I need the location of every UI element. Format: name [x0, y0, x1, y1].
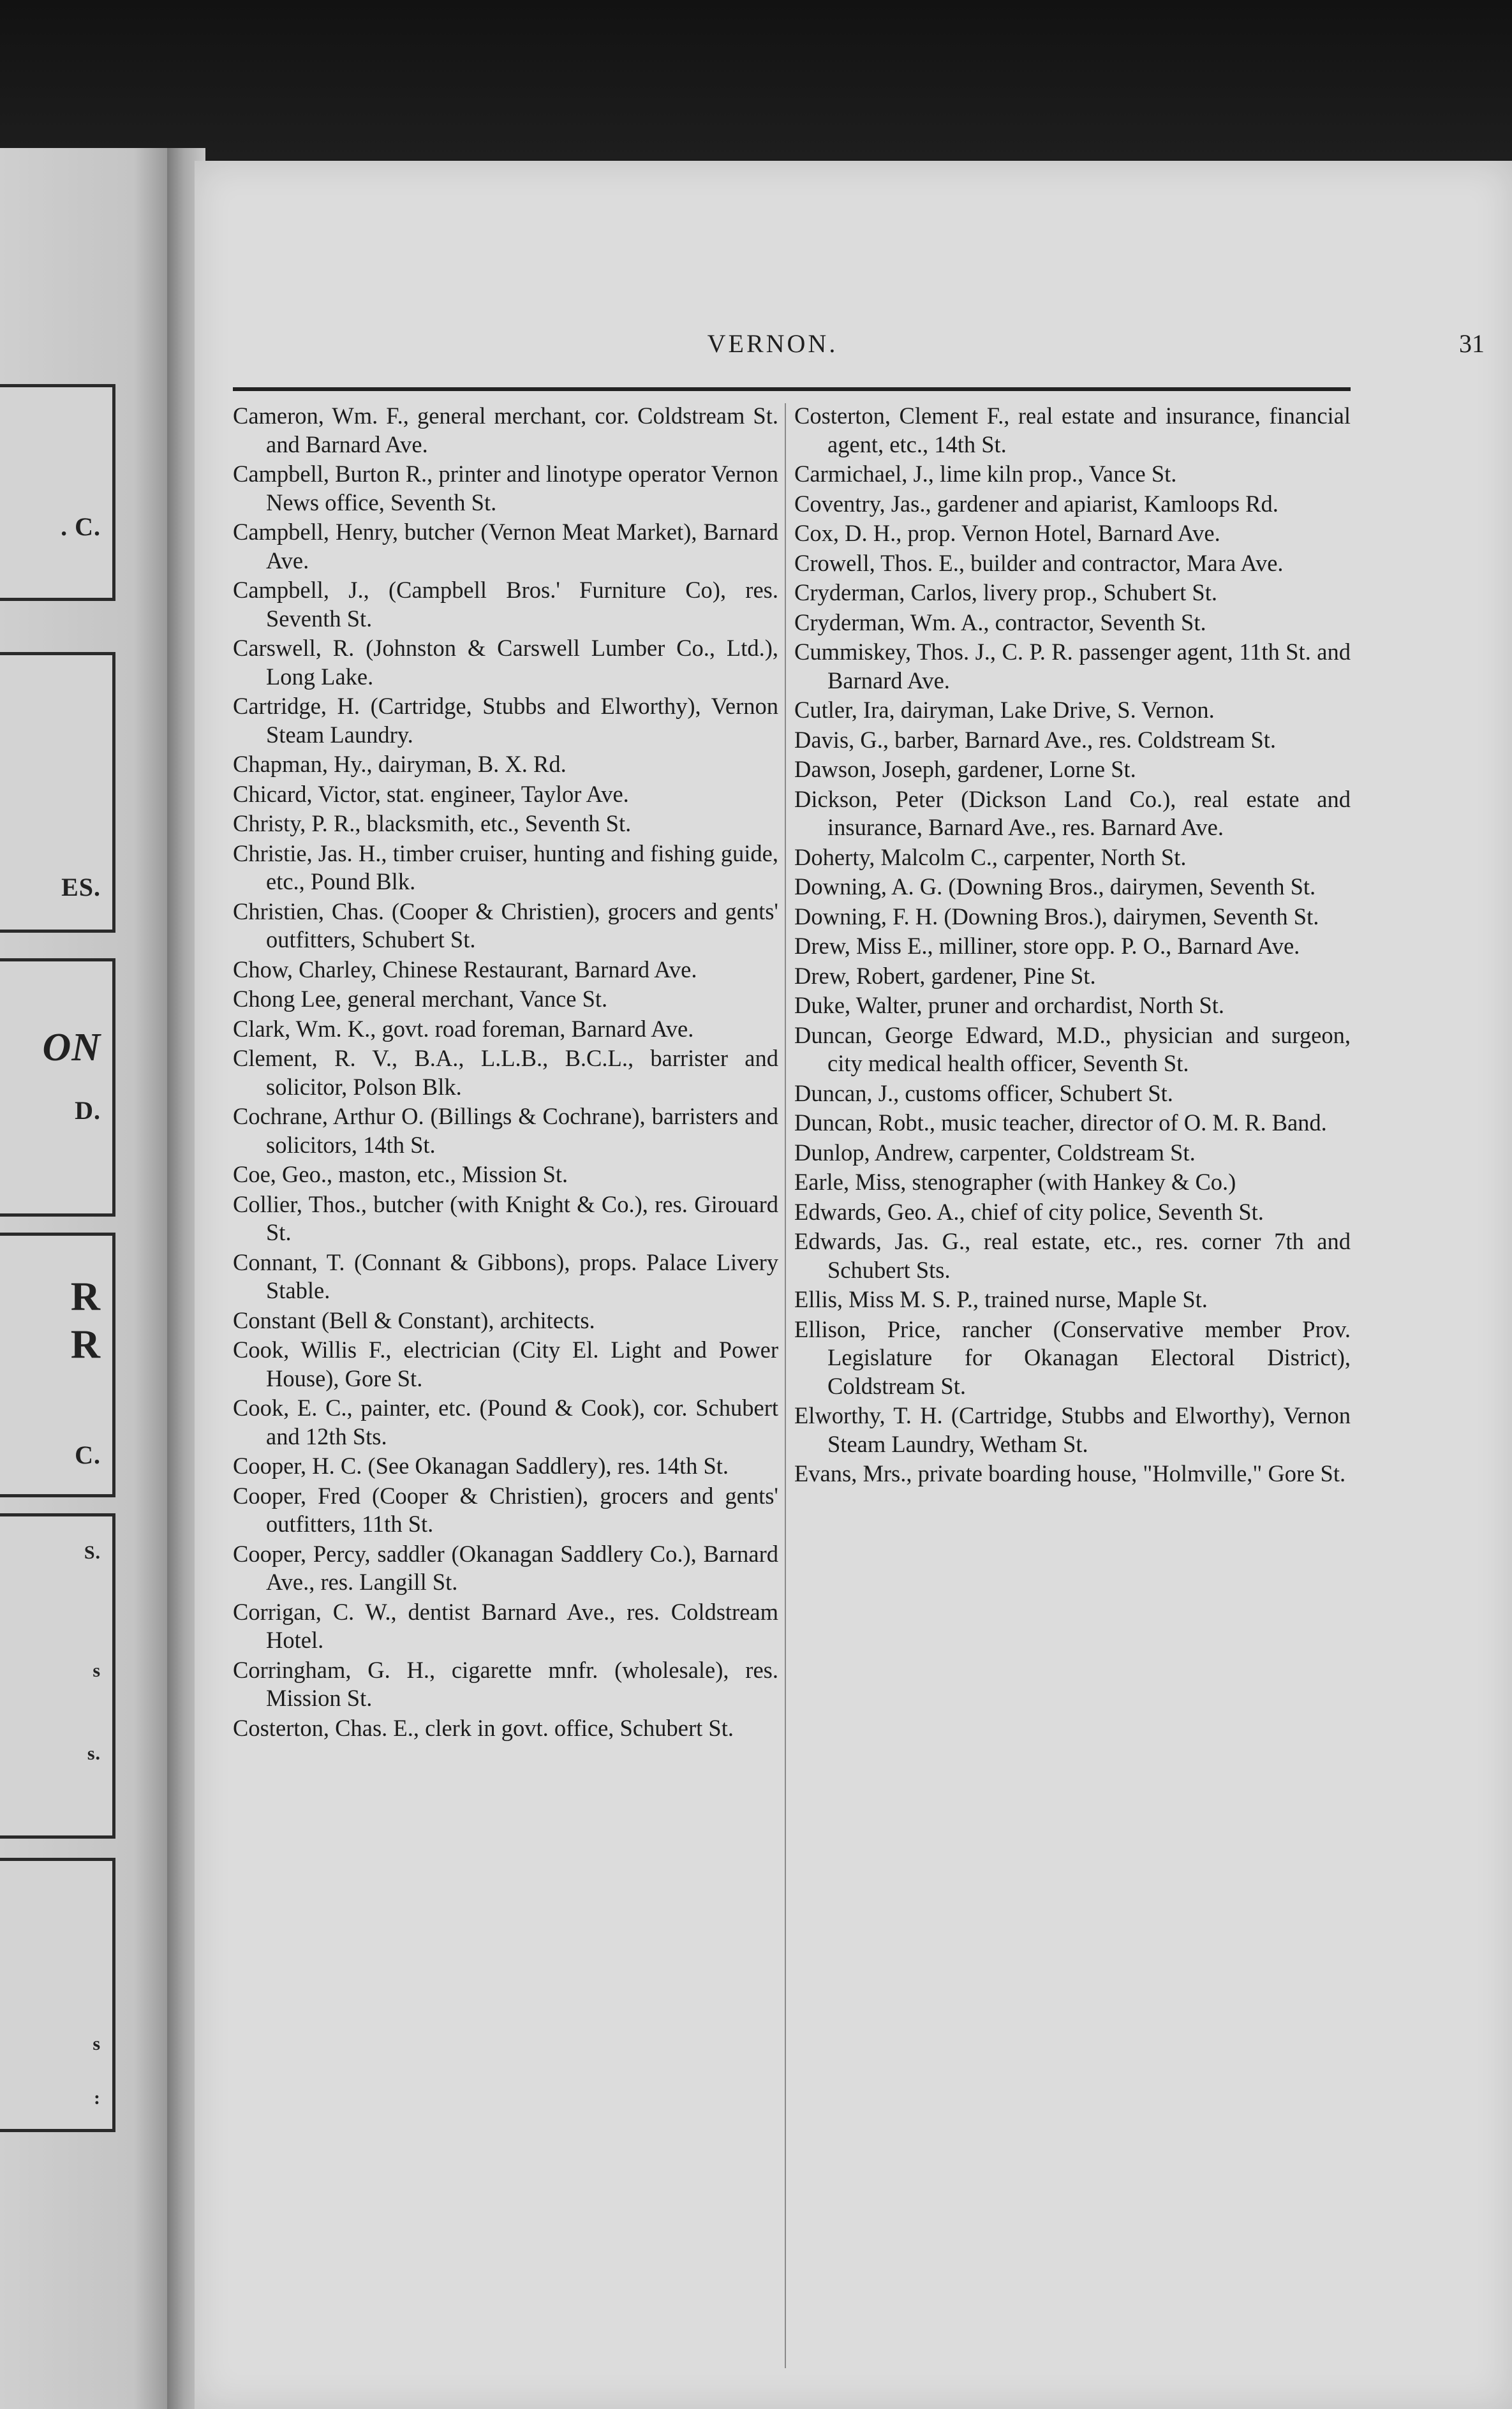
- directory-entry: Clark, Wm. K., govt. road foreman, Barnard Ave.: [233, 1015, 694, 1042]
- directory-entry: Christy, P. R., blacksmith, etc., Seventh St.: [233, 810, 632, 836]
- directory-entry: Duke, Walter, pruner and orchardist, North St.: [794, 992, 1225, 1018]
- ad-text-fragment: ON: [42, 1026, 101, 1069]
- facing-page: [0, 148, 167, 2409]
- directory-entry: Coe, Geo., maston, etc., Mission St.: [233, 1161, 568, 1187]
- directory-entry: Clement, R. V., B.A., L.L.B., B.C.L., barrister and solicitor, Polson Blk.: [233, 1045, 778, 1100]
- directory-entry: Downing, A. G. (Downing Bros., dairymen, Seventh St.: [794, 873, 1316, 900]
- directory-entry: Dickson, Peter (Dickson Land Co.), real estate and insurance, Barnard Ave., res. Barnard Ave.: [794, 785, 1351, 840]
- ad-text-fragment: s: [93, 1660, 101, 1681]
- directory-entry: Cochrane, Arthur O. (Billings & Cochrane), barristers and solicitors, 14th St.: [233, 1103, 778, 1158]
- header-rule: [233, 387, 1351, 391]
- book-background: [0, 0, 1512, 159]
- ad-text-fragment: R: [70, 1321, 101, 1367]
- ad-box: [0, 1858, 115, 2132]
- directory-entry: Christien, Chas. (Cooper & Christien), grocers and gents' outfitters, Schubert St.: [233, 898, 778, 952]
- directory-entry: Carmichael, J., lime kiln prop., Vance St.: [794, 461, 1177, 487]
- directory-entry: Christie, Jas. H., timber cruiser, hunting and fishing guide, etc., Pound Blk.: [233, 840, 778, 894]
- ad-text-fragment: D.: [75, 1096, 101, 1125]
- directory-entry: Edwards, Jas. G., real estate, etc., res. corner 7th and Schubert Sts.: [794, 1228, 1351, 1283]
- ad-text-fragment: C.: [75, 1441, 101, 1469]
- directory-entry: Carswell, R. (Johnston & Carswell Lumber Co., Ltd.), Long Lake.: [233, 635, 778, 690]
- directory-entry: Drew, Robert, gardener, Pine St.: [794, 962, 1096, 989]
- ad-text-fragment: :: [94, 2087, 101, 2109]
- ad-text-fragment: s: [93, 2033, 101, 2054]
- directory-entry: Elworthy, T. H. (Cartridge, Stubbs and Elworthy), Vernon Steam Laundry, Wetham St.: [794, 1402, 1351, 1457]
- ad-box: [0, 1513, 115, 1839]
- directory-entry: Cook, E. C., painter, etc. (Pound & Cook), cor. Schubert and 12th Sts.: [233, 1395, 778, 1449]
- directory-entry: Coventry, Jas., gardener and apiarist, Kamloops Rd.: [794, 490, 1279, 517]
- directory-page: [195, 161, 1512, 2409]
- directory-entry: Earle, Miss, stenographer (with Hankey & Co.): [794, 1169, 1236, 1195]
- directory-entry: Cryderman, Carlos, livery prop., Schubert St.: [794, 579, 1217, 605]
- directory-entry: Duncan, J., customs officer, Schubert St.: [794, 1079, 1173, 1106]
- directory-entry: Cook, Willis F., electrician (City El. Light and Power House), Gore St.: [233, 1337, 778, 1391]
- directory-entry: Chow, Charley, Chinese Restaurant, Barnard Ave.: [233, 956, 697, 982]
- directory-entry: Dunlop, Andrew, carpenter, Coldstream St.: [794, 1139, 1196, 1166]
- directory-entry: Cryderman, Wm. A., contractor, Seventh St.: [794, 609, 1206, 635]
- directory-entry: Evans, Mrs., private boarding house, "Holmville," Gore St.: [794, 1460, 1346, 1486]
- directory-entry: Corringham, G. H., cigarette mnfr. (wholesale), res. Mission St.: [233, 1656, 778, 1711]
- ad-box: [0, 958, 115, 1217]
- column-divider: [785, 403, 786, 2368]
- directory-entry: Cox, D. H., prop. Vernon Hotel, Barnard Ave.: [794, 520, 1220, 546]
- directory-entry: Corrigan, C. W., dentist Barnard Ave., res. Coldstream Hotel.: [233, 1598, 778, 1653]
- page-header: [195, 329, 1485, 367]
- ad-text-fragment: S.: [84, 1542, 101, 1563]
- directory-entry: Chapman, Hy., dairyman, B. X. Rd.: [233, 751, 567, 777]
- ad-text-fragment: s.: [87, 1743, 101, 1764]
- directory-entry: Costerton, Clement F., real estate and insurance, financial agent, etc., 14th St.: [794, 403, 1351, 457]
- right-column: [794, 402, 1351, 1490]
- ad-text-fragment: . C.: [61, 512, 101, 541]
- directory-entry: Cartridge, H. (Cartridge, Stubbs and Elworthy), Vernon Steam Laundry.: [233, 693, 778, 748]
- directory-entry: Ellis, Miss M. S. P., trained nurse, Maple St.: [794, 1286, 1208, 1312]
- directory-entry: Constant (Bell & Constant), architects.: [233, 1307, 595, 1333]
- ad-box: [0, 1233, 115, 1497]
- directory-entry: Cameron, Wm. F., general merchant, cor. Coldstream St. and Barnard Ave.: [233, 403, 778, 457]
- directory-entry: Cutler, Ira, dairyman, Lake Drive, S. Vernon.: [794, 697, 1215, 723]
- directory-entry: Dawson, Joseph, gardener, Lorne St.: [794, 756, 1136, 782]
- left-column: [233, 402, 778, 1744]
- directory-entry: Costerton, Chas. E., clerk in govt. office, Schubert St.: [233, 1714, 734, 1741]
- page-number: 31: [1459, 329, 1485, 358]
- directory-entry: Cooper, Percy, saddler (Okanagan Saddlery Co.), Barnard Ave., res. Langill St.: [233, 1540, 778, 1595]
- directory-entry: Cooper, H. C. (See Okanagan Saddlery), res. 14th St.: [233, 1453, 729, 1479]
- directory-entry: Ellison, Price, rancher (Conservative member Prov. Legislature for Okanagan Electoral District), Coldstream St.: [794, 1316, 1351, 1399]
- directory-entry: Campbell, Burton R., printer and linotype operator Vernon News office, Seventh St.: [233, 461, 778, 515]
- directory-entry: Crowell, Thos. E., builder and contractor, Mara Ave.: [794, 549, 1284, 576]
- directory-entry: Drew, Miss E., milliner, store opp. P. O., Barnard Ave.: [794, 933, 1300, 959]
- directory-entry: Campbell, Henry, butcher (Vernon Meat Market), Barnard Ave.: [233, 519, 778, 574]
- directory-entry: Campbell, J., (Campbell Bros.' Furniture Co), res. Seventh St.: [233, 577, 778, 632]
- ad-text-fragment: R: [70, 1273, 101, 1319]
- ad-box: [0, 652, 115, 933]
- ad-text-fragment: ES.: [61, 873, 101, 901]
- directory-entry: Doherty, Malcolm C., carpenter, North St.: [794, 843, 1187, 870]
- ad-box: [0, 384, 115, 601]
- running-title: VERNON.: [707, 329, 838, 358]
- directory-entry: Chicard, Victor, stat. engineer, Taylor Ave.: [233, 780, 629, 807]
- directory-entry: Chong Lee, general merchant, Vance St.: [233, 986, 608, 1012]
- directory-entry: Duncan, George Edward, M.D., physician and surgeon, city medical health officer, Seventh St.: [794, 1021, 1351, 1076]
- directory-entry: Collier, Thos., butcher (with Knight & Co.), res. Girouard St.: [233, 1190, 778, 1245]
- directory-entry: Cummiskey, Thos. J., C. P. R. passenger agent, 11th St. and Barnard Ave.: [794, 639, 1351, 693]
- directory-entry: Duncan, Robt., music teacher, director of O. M. R. Band.: [794, 1109, 1327, 1136]
- directory-entry: Edwards, Geo. A., chief of city police, Seventh St.: [794, 1198, 1264, 1225]
- directory-entry: Cooper, Fred (Cooper & Christien), grocers and gents' outfitters, 11th St.: [233, 1482, 778, 1537]
- directory-entry: Downing, F. H. (Downing Bros.), dairymen, Seventh St.: [794, 903, 1319, 930]
- directory-entry: Connant, T. (Connant & Gibbons), props. Palace Livery Stable.: [233, 1249, 778, 1303]
- directory-entry: Davis, G., barber, Barnard Ave., res. Coldstream St.: [794, 726, 1277, 753]
